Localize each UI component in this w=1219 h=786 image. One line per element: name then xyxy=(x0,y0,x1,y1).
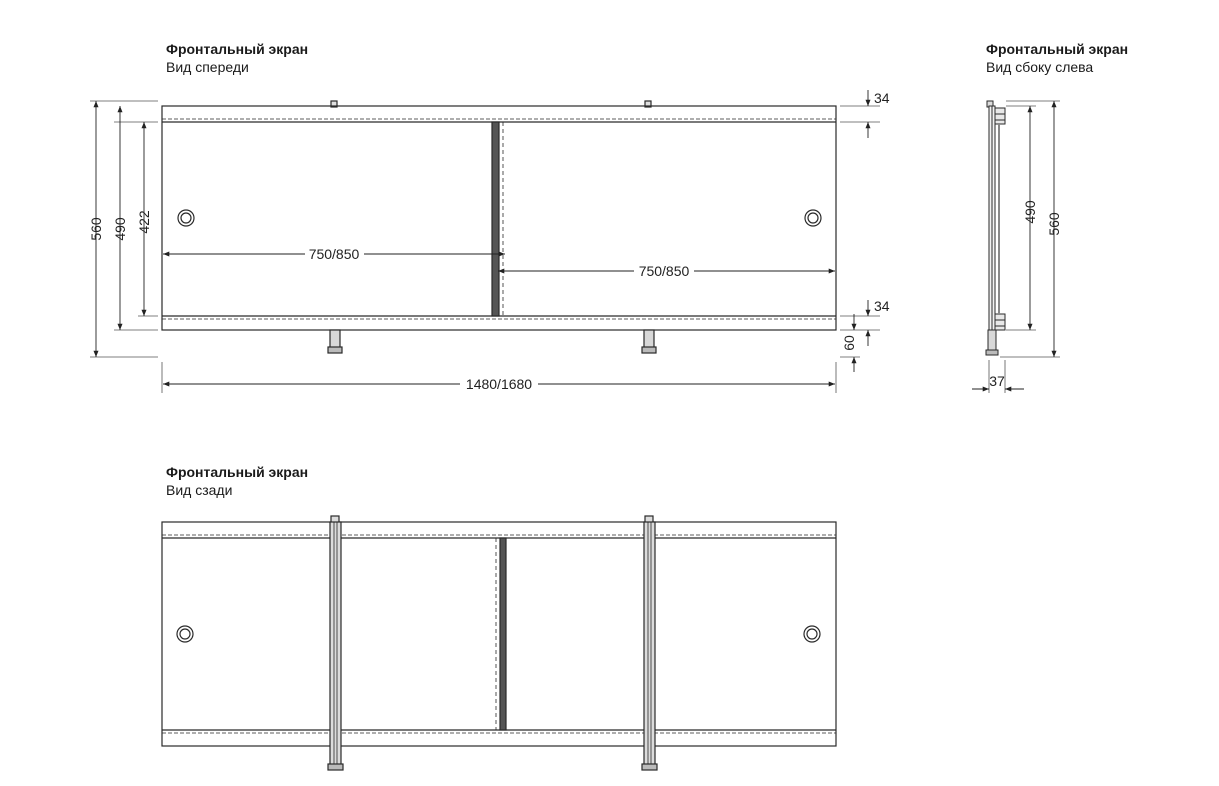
right-door-handle xyxy=(805,210,821,226)
back-support-right xyxy=(642,516,657,770)
front-view-title: Фронтальный экран xyxy=(166,41,309,57)
side-view xyxy=(986,101,1005,355)
dim-side-total-height: 560 xyxy=(1046,212,1062,236)
dim-total-width: 1480/1680 xyxy=(465,376,533,392)
left-door-handle xyxy=(178,210,194,226)
side-rail-bottom xyxy=(995,314,1005,330)
back-door-overlap xyxy=(500,538,506,730)
back-left-handle xyxy=(177,626,193,642)
front-view-subtitle: Вид спереди xyxy=(166,59,249,75)
dim-panel-height: 490 xyxy=(112,217,128,241)
leg-right xyxy=(642,330,656,353)
dim-leg-height: 60 xyxy=(841,335,857,351)
back-view-title: Фронтальный экран xyxy=(166,464,309,480)
dim-door-height: 422 xyxy=(136,210,152,234)
dim-side-panel-height: 490 xyxy=(1022,200,1038,224)
front-view xyxy=(162,101,836,353)
back-frame xyxy=(162,522,836,746)
front-extension-lines xyxy=(90,101,880,393)
dim-bottom-rail: 34 xyxy=(874,298,890,314)
side-leg xyxy=(988,330,996,352)
back-view xyxy=(162,516,836,770)
side-rail-top xyxy=(995,108,1005,124)
back-support-left xyxy=(328,516,343,770)
back-right-handle xyxy=(804,626,820,642)
back-view-subtitle: Вид сзади xyxy=(166,482,233,498)
door-overlap xyxy=(492,122,499,316)
dim-left-door-width: 750/850 xyxy=(308,246,360,262)
side-view-title: Фронтальный экран xyxy=(986,41,1129,57)
dim-right-door-width: 750/850 xyxy=(638,263,690,279)
leg-left xyxy=(328,330,342,353)
dim-top-rail: 34 xyxy=(874,90,890,106)
dim-total-height: 560 xyxy=(88,217,104,241)
side-view-subtitle: Вид сбоку слева xyxy=(986,59,1094,75)
dim-side-depth: 37 xyxy=(989,373,1005,389)
